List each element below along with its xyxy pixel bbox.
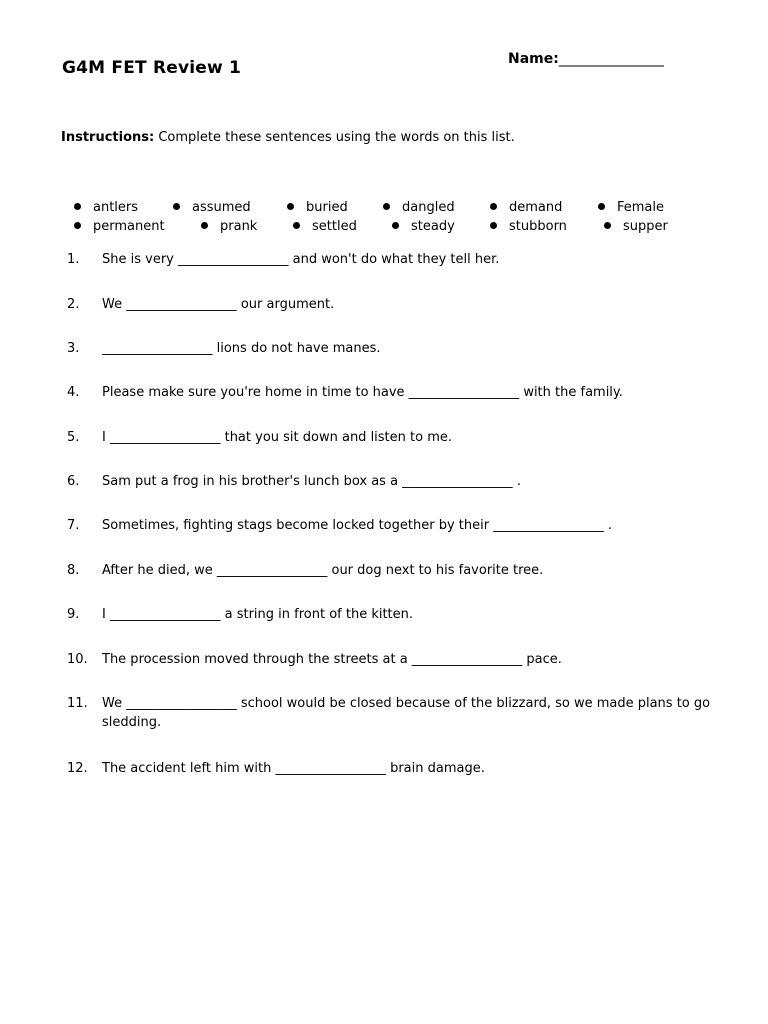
question-text: The accident left him with _________________ brain damage. <box>102 761 485 776</box>
word-item <box>201 219 257 234</box>
word-item <box>287 200 348 215</box>
question-text: We _________________ our argument. <box>102 297 335 312</box>
question-number: 7. <box>67 518 80 533</box>
bullet-icon <box>392 222 399 229</box>
word-label: supper <box>623 219 668 234</box>
bullet-icon <box>383 203 390 210</box>
word-item <box>74 219 165 234</box>
word-label: dangled <box>402 200 455 215</box>
word-item <box>383 200 455 215</box>
name-field <box>508 51 664 67</box>
word-item <box>173 200 251 215</box>
question-text: The procession moved through the streets at a _________________ pace. <box>102 652 562 667</box>
bullet-icon <box>293 222 300 229</box>
word-item <box>598 200 664 215</box>
bullet-icon <box>287 203 294 210</box>
question-number: 2. <box>67 297 80 312</box>
word-label: assumed <box>192 200 251 215</box>
question-text: Sometimes, fighting stags become locked together by their _________________ . <box>102 518 612 533</box>
question-number: 10. <box>67 652 88 667</box>
bullet-icon <box>74 222 81 229</box>
question-number: 12. <box>67 761 88 776</box>
word-item <box>490 219 567 234</box>
word-label: prank <box>220 219 258 234</box>
question-text: We _________________ school would be closed because of the blizzard, so we made plans to go sledding. <box>102 696 711 730</box>
word-list-row-2 <box>0 219 768 237</box>
instructions-lead: Instructions: <box>61 130 155 145</box>
word-item <box>74 200 138 215</box>
instructions-text: Complete these sentences using the words on this list. <box>158 130 515 145</box>
word-item <box>392 219 455 234</box>
word-label: steady <box>411 219 455 234</box>
question-number: 9. <box>67 607 80 622</box>
bullet-icon <box>173 203 180 210</box>
bullet-icon <box>598 203 605 210</box>
question-text: Please make sure you're home in time to have _________________ with the family. <box>102 385 623 400</box>
bullet-icon <box>490 203 497 210</box>
word-label: permanent <box>93 219 165 234</box>
question-text: She is very _________________ and won't do what they tell her. <box>102 252 500 267</box>
word-item <box>293 219 357 234</box>
question-number: 1. <box>67 252 80 267</box>
question-text: _________________ lions do not have manes. <box>102 341 381 356</box>
word-label: stubborn <box>509 219 567 234</box>
bullet-icon <box>490 222 497 229</box>
question-number: 5. <box>67 430 80 445</box>
word-label: antlers <box>93 200 139 215</box>
question-text: Sam put a frog in his brother's lunch box as a _________________ . <box>102 474 521 489</box>
word-label: Female <box>617 200 665 215</box>
question-number: 11. <box>67 696 88 711</box>
word-label: settled <box>312 219 357 234</box>
question-number: 4. <box>67 385 80 400</box>
word-label: demand <box>509 200 563 215</box>
word-list-row-1 <box>0 200 768 218</box>
word-item <box>604 219 668 234</box>
question-number: 3. <box>67 341 80 356</box>
question-text: I _________________ that you sit down and listen to me. <box>102 430 453 445</box>
question-number: 6. <box>67 474 80 489</box>
name-blank: _______________ <box>558 51 664 67</box>
worksheet-title: G4M FET Review 1 <box>62 58 242 78</box>
word-label: buried <box>306 200 348 215</box>
bullet-icon <box>201 222 208 229</box>
instructions <box>61 130 515 145</box>
bullet-icon <box>74 203 81 210</box>
question-text: After he died, we _________________ our dog next to his favorite tree. <box>102 563 544 578</box>
question-text: I _________________ a string in front of the kitten. <box>102 607 414 622</box>
name-label: Name: <box>508 51 559 67</box>
bullet-icon <box>604 222 611 229</box>
word-item <box>490 200 562 215</box>
question-number: 8. <box>67 563 80 578</box>
